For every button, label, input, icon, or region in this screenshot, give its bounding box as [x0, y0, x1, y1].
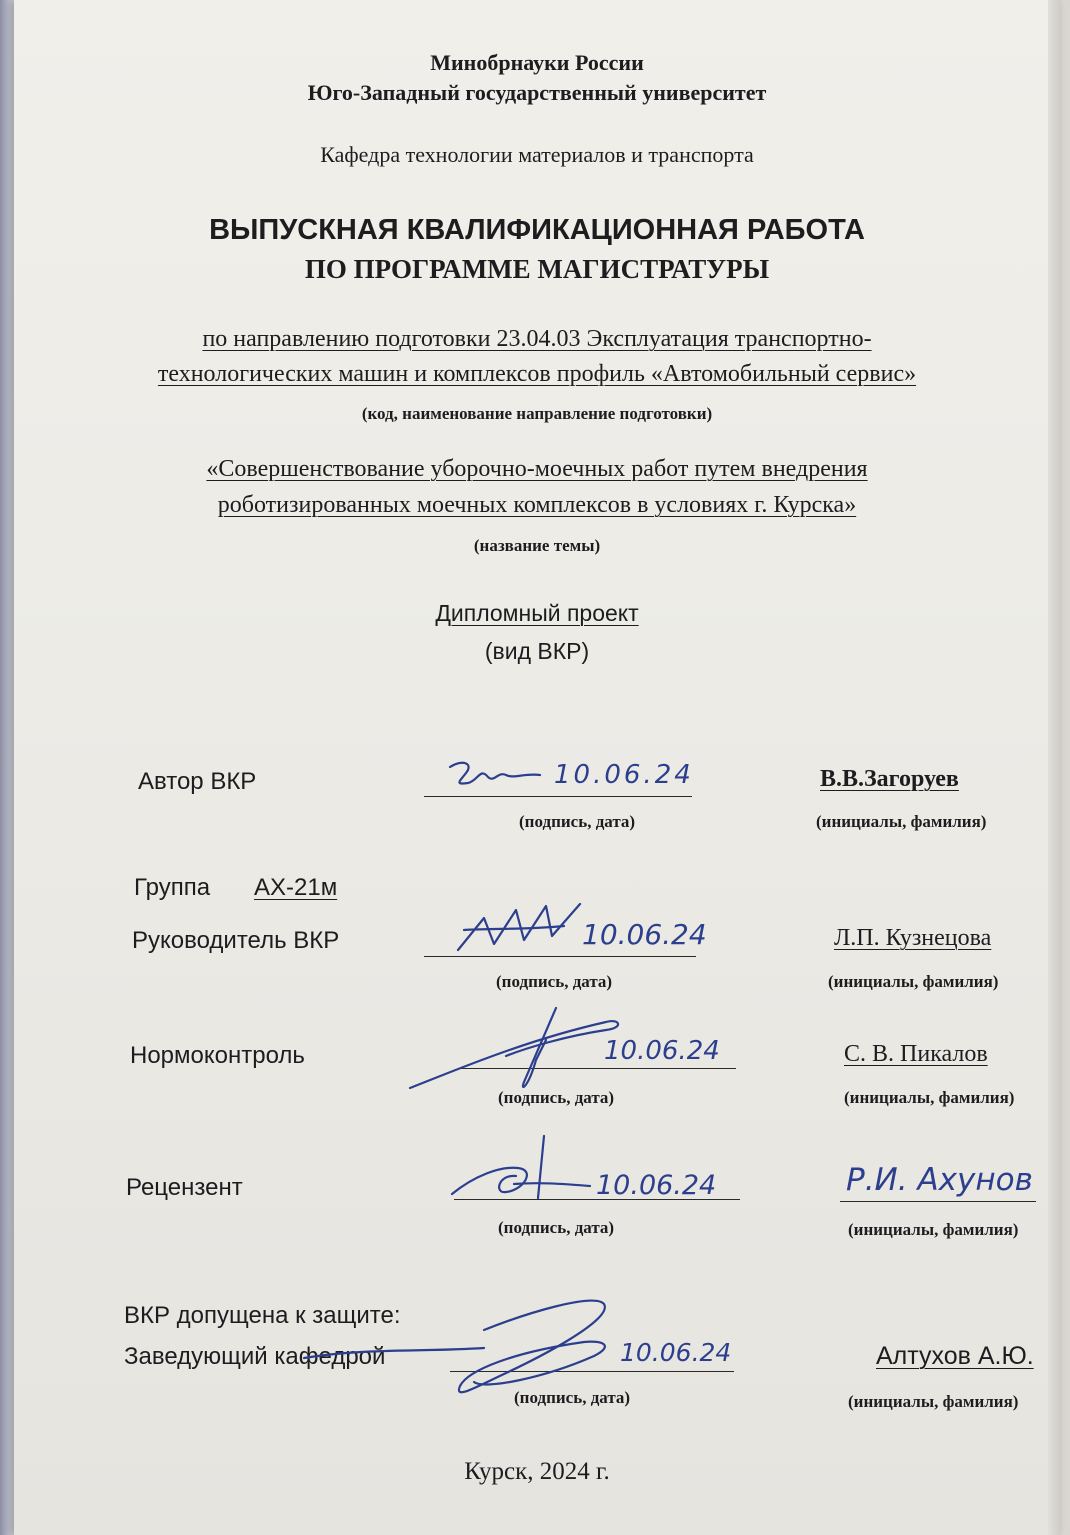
- city-year: Курск, 2024 г.: [464, 1458, 610, 1485]
- author-name: В.В.Загоруев: [820, 766, 959, 792]
- norm-control-signature-icon: [406, 1000, 636, 1100]
- topic-line-1: «Совершенствование уборочно-моечных работ путем внедрения: [206, 456, 868, 482]
- author-signature-line: [424, 796, 692, 797]
- norm-control-name-caption: (инициалы, фамилия): [844, 1088, 1015, 1107]
- reviewer-signature-icon: [444, 1130, 594, 1210]
- university-name: Юго-Западный государственный университет: [307, 80, 767, 105]
- topic-caption: (название темы): [473, 536, 601, 555]
- head-of-department-label: Заведующий кафедрой: [124, 1343, 386, 1370]
- admission-sign-caption: (подпись, дата): [514, 1388, 631, 1407]
- author-name-caption: (инициалы, фамилия): [816, 812, 987, 831]
- topic-line-2: роботизированных моечных комплексов в условиях г. Курска»: [217, 492, 857, 518]
- author-sign-date: 10.06.24: [554, 760, 694, 790]
- reviewer-name-caption: (инициалы, фамилия): [848, 1220, 1019, 1239]
- norm-control-sign-date: 10.06.24: [604, 1036, 720, 1066]
- ministry-name: Минобрнауки России: [430, 50, 644, 75]
- direction-line-1: по направлению подготовки 23.04.03 Эксплуатация транспортно-: [202, 326, 872, 352]
- group-value: АХ-21м: [254, 874, 338, 901]
- document-title: ВЫПУСКНАЯ КВАЛИФИКАЦИОННАЯ РАБОТА: [209, 214, 865, 246]
- title-page: [14, 0, 1060, 1535]
- group-label: Группа: [134, 874, 211, 901]
- reviewer-label: Рецензент: [126, 1174, 243, 1201]
- department-name: Кафедра технологии материалов и транспорта: [320, 142, 754, 167]
- reviewer-sign-caption: (подпись, дата): [498, 1218, 615, 1237]
- reviewer-name-line: [840, 1201, 1036, 1202]
- direction-caption: (код, наименование направление подготовки): [361, 404, 713, 423]
- author-sign-caption: (подпись, дата): [519, 812, 636, 831]
- supervisor-name: Л.П. Кузнецова: [834, 925, 992, 951]
- book-spine: [0, 0, 14, 1535]
- admission-label: ВКР допущена к защите:: [124, 1302, 401, 1329]
- head-of-department-name: Алтухов А.Ю.: [876, 1342, 1034, 1370]
- work-type: Дипломный проект: [435, 600, 639, 626]
- supervisor-signature-icon: [454, 900, 594, 960]
- supervisor-sign-date: 10.06.24: [582, 918, 707, 951]
- document-subtitle: ПО ПРОГРАММЕ МАГИСТРАТУРЫ: [304, 254, 770, 284]
- supervisor-name-caption: (инициалы, фамилия): [828, 972, 999, 991]
- supervisor-label: Руководитель ВКР: [132, 927, 340, 954]
- norm-control-sign-caption: (подпись, дата): [498, 1088, 615, 1107]
- direction-line-2: технологических машин и комплексов профиль «Автомобильный сервис»: [157, 361, 917, 387]
- head-of-department-name-caption: (инициалы, фамилия): [848, 1392, 1019, 1411]
- work-type-caption: (вид ВКР): [484, 638, 590, 664]
- reviewer-name: Р.И. Ахунов: [846, 1162, 1033, 1198]
- author-signature-icon: [444, 755, 554, 795]
- admission-sign-date: 10.06.24: [620, 1338, 732, 1367]
- supervisor-sign-caption: (подпись, дата): [496, 972, 613, 991]
- norm-control-label: Нормоконтроль: [130, 1042, 305, 1069]
- reviewer-sign-date: 10.06.24: [596, 1170, 717, 1201]
- author-label: Автор ВКР: [138, 768, 257, 795]
- norm-control-name: С. В. Пикалов: [844, 1041, 988, 1067]
